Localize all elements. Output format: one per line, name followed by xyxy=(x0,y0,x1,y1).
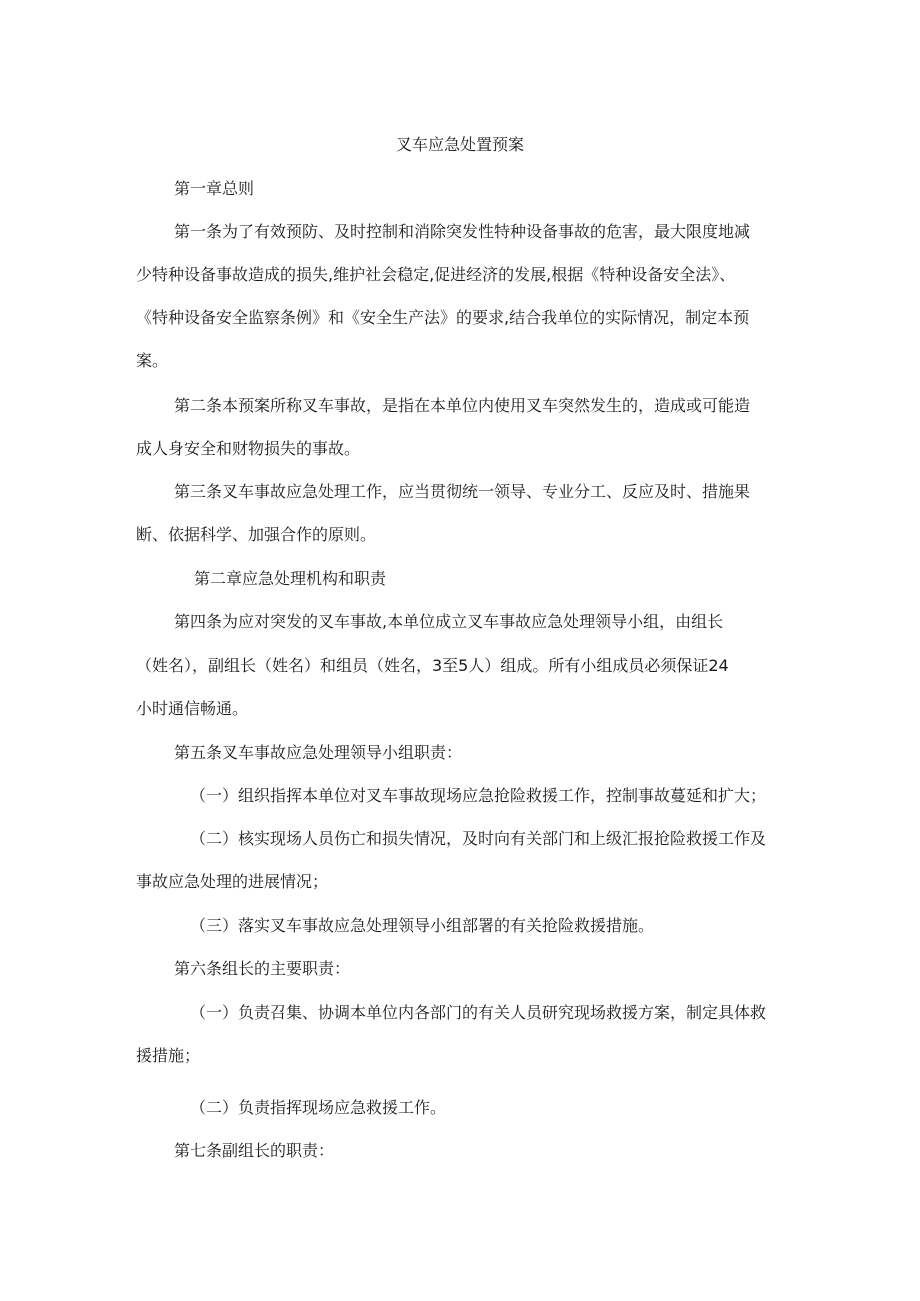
article-1-line-4: 案。 xyxy=(136,351,169,370)
article-1-line-2: 少特种设备事故造成的损失,维护社会稳定,促进经济的发展,根据《特种设备安全法》、 xyxy=(136,265,736,284)
article-6-item-2: （二）负责指挥现场应急救援工作。 xyxy=(190,1098,447,1117)
article-4-line-2: （姓名），副组长（姓名）和组员（姓名，3至5人）组成。所有小组成员必须保证24 xyxy=(136,656,729,675)
chapter-1-heading: 第一章总则 xyxy=(174,179,255,198)
article-4-line-3: 小时通信畅通。 xyxy=(136,699,249,718)
article-1-line-3: 《特种设备安全监察条例》和《安全生产法》的要求,结合我单位的实际情况，制定本预 xyxy=(136,308,750,327)
article-3-line-1: 第三条叉车事故应急处理工作，应当贯彻统一领导、专业分工、反应及时、措施果 xyxy=(174,482,751,501)
article-2-line-1: 第二条本预案所称叉车事故，是指在本单位内使用叉车突然发生的，造成或可能造 xyxy=(174,396,751,415)
article-7-heading: 第七条副组长的职责： xyxy=(174,1141,335,1160)
article-5-item-2-line-2: 事故应急处理的进展情况； xyxy=(136,872,329,891)
article-6-item-1-line-2: 援措施； xyxy=(136,1046,201,1065)
chapter-2-heading: 第二章应急处理机构和职责 xyxy=(194,569,387,588)
article-1-line-1: 第一条为了有效预防、及时控制和消除突发性特种设备事故的危害，最大限度地减 xyxy=(174,222,751,241)
article-5-heading: 第五条叉车事故应急处理领导小组职责： xyxy=(174,743,463,762)
document-title: 叉车应急处置预案 xyxy=(395,135,524,154)
article-5-item-1: （一）组织指挥本单位对叉车事故现场应急抢险救援工作，控制事故蔓延和扩大； xyxy=(190,786,767,805)
article-3-line-2: 断、依据科学、加强合作的原则。 xyxy=(136,525,377,544)
article-2-line-2: 成人身安全和财物损失的事故。 xyxy=(136,439,361,458)
article-5-item-3: （三）落实叉车事故应急处理领导小组部署的有关抢险救援措施。 xyxy=(190,916,655,935)
article-6-item-1-line-1: （一）负责召集、协调本单位内各部门的有关人员研究现场救援方案，制定具体救 xyxy=(190,1003,767,1022)
article-6-heading: 第六条组长的主要职责： xyxy=(174,959,351,978)
article-5-item-2-line-1: （二）核实现场人员伤亡和损失情况，及时向有关部门和上级汇报抢险救援工作及 xyxy=(190,829,767,848)
article-4-line-1: 第四条为应对突发的叉车事故,本单位成立叉车事故应急处理领导小组，由组长 xyxy=(174,612,724,631)
